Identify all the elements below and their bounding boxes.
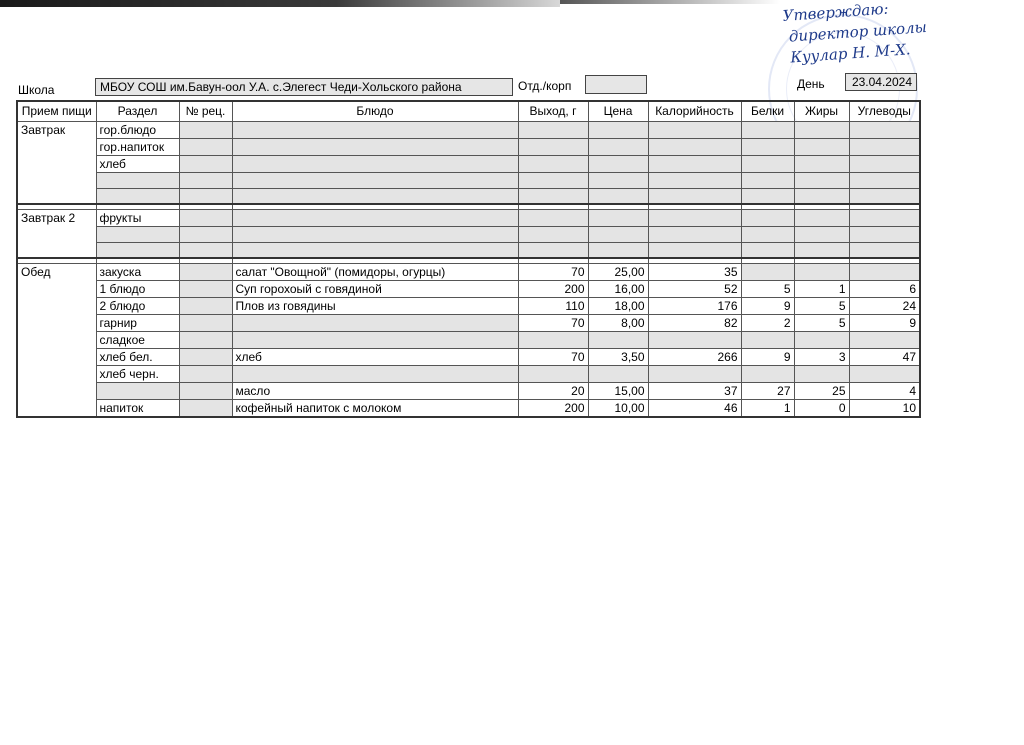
cell-price	[588, 242, 648, 258]
school-label: Школа	[18, 83, 55, 97]
cell-calories: 266	[648, 348, 741, 365]
cell-calories	[648, 365, 741, 382]
cell-dish	[232, 209, 518, 226]
cell-section: фрукты	[96, 209, 179, 226]
cell-protein	[741, 155, 794, 172]
cell-rec	[179, 138, 232, 155]
cell-section: 2 блюдо	[96, 297, 179, 314]
cell-rec	[179, 365, 232, 382]
meal-empty-cell	[17, 314, 96, 331]
cell-rec	[179, 382, 232, 399]
column-header-fat: Жиры	[794, 101, 849, 121]
cell-section: 1 блюдо	[96, 280, 179, 297]
table-row	[17, 314, 920, 331]
meal-empty-cell	[17, 138, 96, 155]
cell-section	[96, 226, 179, 242]
cell-output: 200	[518, 399, 588, 417]
meal-empty-cell	[17, 297, 96, 314]
cell-price: 3,50	[588, 348, 648, 365]
cell-protein	[741, 263, 794, 280]
column-header-meal: Прием пищи	[17, 101, 96, 121]
meal-name-cell: Завтрак 2	[17, 209, 96, 226]
table-row	[17, 242, 920, 258]
cell-carbs	[849, 209, 920, 226]
cell-dish	[232, 172, 518, 188]
cell-output: 20	[518, 382, 588, 399]
date-field: 23.04.2024	[845, 73, 917, 91]
cell-carbs: 47	[849, 348, 920, 365]
cell-dish	[232, 365, 518, 382]
cell-fat	[794, 188, 849, 204]
cell-output	[518, 155, 588, 172]
table-row	[17, 382, 920, 399]
cell-output	[518, 188, 588, 204]
cell-price: 10,00	[588, 399, 648, 417]
cell-dish: салат "Овощной" (помидоры, огурцы)	[232, 263, 518, 280]
cell-carbs	[849, 226, 920, 242]
meal-empty-cell	[17, 226, 96, 242]
cell-output	[518, 365, 588, 382]
cell-rec	[179, 314, 232, 331]
cell-dish: Суп горохоый с говядиной	[232, 280, 518, 297]
meal-empty-cell	[17, 172, 96, 188]
cell-rec	[179, 242, 232, 258]
cell-fat: 5	[794, 314, 849, 331]
cell-output	[518, 209, 588, 226]
cell-carbs: 4	[849, 382, 920, 399]
cell-protein: 9	[741, 297, 794, 314]
cell-section: гарнир	[96, 314, 179, 331]
cell-dish: Плов из говядины	[232, 297, 518, 314]
cell-output	[518, 242, 588, 258]
cell-dish	[232, 242, 518, 258]
cell-calories: 37	[648, 382, 741, 399]
cell-protein	[741, 242, 794, 258]
cell-section: гор.блюдо	[96, 121, 179, 138]
cell-fat	[794, 331, 849, 348]
cell-calories	[648, 242, 741, 258]
cell-fat	[794, 209, 849, 226]
cell-price: 16,00	[588, 280, 648, 297]
table-row	[17, 365, 920, 382]
table-row	[17, 188, 920, 204]
cell-price: 8,00	[588, 314, 648, 331]
cell-protein	[741, 121, 794, 138]
table-row	[17, 121, 920, 138]
column-header-protein: Белки	[741, 101, 794, 121]
cell-protein	[741, 172, 794, 188]
cell-rec	[179, 280, 232, 297]
cell-protein: 27	[741, 382, 794, 399]
table-row	[17, 280, 920, 297]
cell-rec	[179, 348, 232, 365]
cell-fat	[794, 138, 849, 155]
cell-protein: 9	[741, 348, 794, 365]
cell-rec	[179, 297, 232, 314]
dept-label: Отд./корп	[518, 79, 572, 93]
cell-rec	[179, 121, 232, 138]
cell-fat: 25	[794, 382, 849, 399]
day-label: День	[797, 77, 825, 91]
cell-dish	[232, 314, 518, 331]
cell-carbs	[849, 263, 920, 280]
table-row	[17, 348, 920, 365]
cell-carbs	[849, 365, 920, 382]
cell-price: 15,00	[588, 382, 648, 399]
cell-price	[588, 331, 648, 348]
cell-rec	[179, 399, 232, 417]
cell-section: напиток	[96, 399, 179, 417]
cell-rec	[179, 331, 232, 348]
cell-price	[588, 121, 648, 138]
cell-dish: хлеб	[232, 348, 518, 365]
cell-price	[588, 226, 648, 242]
cell-fat	[794, 155, 849, 172]
column-header-section: Раздел	[96, 101, 179, 121]
cell-calories: 82	[648, 314, 741, 331]
cell-output	[518, 331, 588, 348]
cell-dish	[232, 155, 518, 172]
cell-protein	[741, 209, 794, 226]
cell-price	[588, 172, 648, 188]
cell-price	[588, 365, 648, 382]
cell-protein: 2	[741, 314, 794, 331]
table-row	[17, 209, 920, 226]
cell-section	[96, 172, 179, 188]
cell-section: сладкое	[96, 331, 179, 348]
cell-price: 25,00	[588, 263, 648, 280]
cell-fat: 5	[794, 297, 849, 314]
cell-fat	[794, 121, 849, 138]
cell-dish: масло	[232, 382, 518, 399]
cell-section	[96, 242, 179, 258]
cell-dish	[232, 188, 518, 204]
cell-fat: 0	[794, 399, 849, 417]
approval-signature: Утверждаю: директор школы Куулар Н. М-Х.	[782, 0, 928, 67]
cell-section: закуска	[96, 263, 179, 280]
meal-empty-cell	[17, 331, 96, 348]
cell-output: 70	[518, 348, 588, 365]
cell-dish	[232, 121, 518, 138]
cell-price	[588, 209, 648, 226]
cell-price	[588, 138, 648, 155]
cell-section: гор.напиток	[96, 138, 179, 155]
table-row	[17, 172, 920, 188]
table-row	[17, 155, 920, 172]
cell-fat: 3	[794, 348, 849, 365]
cell-protein	[741, 226, 794, 242]
meal-name-cell: Завтрак	[17, 121, 96, 138]
column-header-price: Цена	[588, 101, 648, 121]
menu-table	[16, 100, 921, 418]
cell-price	[588, 188, 648, 204]
cell-section: хлеб бел.	[96, 348, 179, 365]
cell-carbs: 24	[849, 297, 920, 314]
table-header-row	[17, 101, 920, 121]
cell-dish	[232, 331, 518, 348]
cell-fat	[794, 226, 849, 242]
cell-protein: 1	[741, 399, 794, 417]
cell-section	[96, 188, 179, 204]
cell-section: хлеб черн.	[96, 365, 179, 382]
table-row	[17, 226, 920, 242]
cell-fat	[794, 263, 849, 280]
cell-protein	[741, 365, 794, 382]
cell-output: 70	[518, 314, 588, 331]
cell-carbs: 10	[849, 399, 920, 417]
column-header-dish: Блюдо	[232, 101, 518, 121]
cell-carbs	[849, 121, 920, 138]
cell-carbs	[849, 155, 920, 172]
column-header-carbs: Углеводы	[849, 101, 920, 121]
meal-name-cell: Обед	[17, 263, 96, 280]
meal-empty-cell	[17, 188, 96, 204]
cell-price: 18,00	[588, 297, 648, 314]
cell-protein	[741, 138, 794, 155]
cell-rec	[179, 209, 232, 226]
table-body	[17, 121, 920, 417]
cell-rec	[179, 263, 232, 280]
school-name-field: МБОУ СОШ им.Бавун-оол У.А. с.Элегест Чеди-Хольского района	[95, 78, 513, 96]
cell-calories: 176	[648, 297, 741, 314]
cell-carbs	[849, 242, 920, 258]
cell-calories	[648, 121, 741, 138]
cell-calories	[648, 155, 741, 172]
cell-rec	[179, 172, 232, 188]
cell-protein	[741, 331, 794, 348]
dept-field	[585, 75, 647, 94]
cell-calories: 46	[648, 399, 741, 417]
cell-protein	[741, 188, 794, 204]
cell-output: 200	[518, 280, 588, 297]
meal-empty-cell	[17, 280, 96, 297]
column-header-rec: № рец.	[179, 101, 232, 121]
cell-carbs: 6	[849, 280, 920, 297]
meal-empty-cell	[17, 348, 96, 365]
cell-fat	[794, 242, 849, 258]
cell-fat: 1	[794, 280, 849, 297]
cell-dish	[232, 138, 518, 155]
cell-dish: кофейный напиток с молоком	[232, 399, 518, 417]
cell-calories: 35	[648, 263, 741, 280]
table-row	[17, 399, 920, 417]
cell-calories: 52	[648, 280, 741, 297]
column-header-calories: Калорийность	[648, 101, 741, 121]
cell-fat	[794, 172, 849, 188]
meal-empty-cell	[17, 242, 96, 258]
cell-carbs	[849, 331, 920, 348]
cell-dish	[232, 226, 518, 242]
meal-empty-cell	[17, 155, 96, 172]
cell-rec	[179, 188, 232, 204]
scan-edge-top-fade	[560, 0, 780, 4]
cell-output	[518, 226, 588, 242]
table-row	[17, 331, 920, 348]
cell-output	[518, 138, 588, 155]
cell-price	[588, 155, 648, 172]
meal-empty-cell	[17, 399, 96, 417]
meal-empty-cell	[17, 365, 96, 382]
cell-protein: 5	[741, 280, 794, 297]
cell-output: 110	[518, 297, 588, 314]
meal-empty-cell	[17, 382, 96, 399]
cell-carbs	[849, 138, 920, 155]
table-row	[17, 297, 920, 314]
cell-section: хлеб	[96, 155, 179, 172]
cell-output	[518, 121, 588, 138]
table-row	[17, 138, 920, 155]
cell-calories	[648, 188, 741, 204]
cell-fat	[794, 365, 849, 382]
table-row	[17, 263, 920, 280]
cell-carbs	[849, 188, 920, 204]
cell-calories	[648, 226, 741, 242]
cell-rec	[179, 155, 232, 172]
scan-edge-top	[0, 0, 560, 7]
cell-calories	[648, 331, 741, 348]
cell-calories	[648, 209, 741, 226]
cell-calories	[648, 172, 741, 188]
cell-section	[96, 382, 179, 399]
column-header-output: Выход, г	[518, 101, 588, 121]
cell-carbs	[849, 172, 920, 188]
cell-output: 70	[518, 263, 588, 280]
cell-carbs: 9	[849, 314, 920, 331]
cell-output	[518, 172, 588, 188]
cell-calories	[648, 138, 741, 155]
cell-rec	[179, 226, 232, 242]
